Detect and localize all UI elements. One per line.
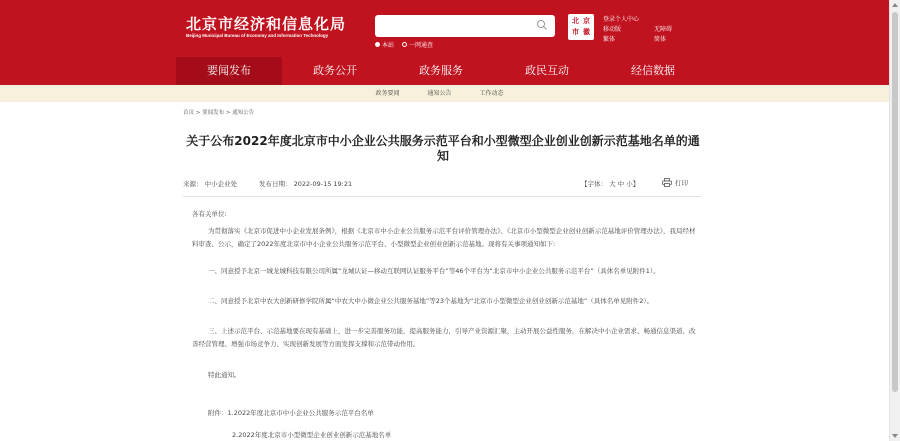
search-scope (375, 40, 433, 49)
meta-divider (183, 196, 701, 197)
scope-all-label: 一网通查 (409, 42, 434, 49)
attachment-link-1[interactable]: 附件：1.2022年度北京市中小企业公共服务示范平台名单 (208, 409, 374, 417)
site-header (0, 0, 889, 57)
accessibility-link[interactable]: 无障碍 (654, 26, 673, 33)
header-links-right (654, 25, 672, 45)
emblem-char: 徽 (583, 28, 590, 36)
traditional-chinese-link[interactable]: 繁体 (603, 36, 616, 43)
site-logo-subtitle: Beijing Municipal Bureau of Economy and Information Technology (186, 33, 329, 38)
font-size-switcher[interactable]: 【字体： 大 中 小】 (581, 180, 640, 188)
page-title: 关于公布2022年度北京市中小企业公共服务示范平台和小型微型企业创业创新示范基地名单的通知 (186, 134, 700, 163)
nav-item-news[interactable]: 要闻发布 (176, 57, 282, 85)
subnav-item-notices[interactable]: 通知公告 (427, 90, 452, 97)
search-icon[interactable] (536, 19, 548, 31)
salutation: 各有关单位: (192, 210, 227, 218)
sub-nav (0, 85, 889, 102)
radio-unselected-icon (402, 42, 407, 47)
paragraph-requirements: 三、上述示范平台、示范基地要在现有基础上，进一步完善服务功能，提高服务能力，引导产业资源汇聚，主动开展公益性服务，在解决中小企业需求、畅通信息渠道、改善经营管理、增强市场竞争力、实现创新发展等方面发挥支撑和示范带动作用。 (192, 327, 696, 348)
emblem-char: 京 (583, 17, 590, 25)
subnav-item-work-updates[interactable]: 工作动态 (479, 90, 504, 97)
simplified-chinese-link[interactable]: 简体 (654, 36, 667, 43)
scope-site-radio[interactable] (375, 40, 394, 49)
print-button[interactable] (662, 178, 688, 187)
breadcrumb[interactable]: 首页 > 要闻发布 > 通知公告 (183, 110, 255, 116)
article-source: 来源： 中小企业处 (183, 180, 238, 188)
search-input[interactable] (375, 15, 555, 37)
scroll-down-arrow-icon[interactable] (892, 434, 898, 438)
emblem-logo[interactable] (568, 14, 594, 40)
printer-icon (662, 178, 672, 187)
nav-item-interaction[interactable]: 政民互动 (525, 64, 569, 77)
main-nav (0, 57, 889, 85)
vertical-scrollbar[interactable] (889, 0, 900, 441)
paragraph-closing: 特此通知。 (208, 371, 241, 379)
header-links-left (603, 15, 639, 45)
paragraph-intro: 为贯彻落实《北京市促进中小企业发展条例》，根据《北京市中小企业公共服务示范平台评价管理办法》、《北京市小型微型企业创业创新示范基地评价管理办法》，我局经材料审查、公示，确定了2022年度北京市中小企业公共服务示范平台、小型微型企业创业创新示范基地。现将有关事项通知如下: (192, 227, 696, 248)
nav-item-gov-services[interactable]: 政务服务 (419, 64, 463, 77)
paragraph-bases: 二、同意授予北京中农大创新研修学院所属“中农大中小微企业公共服务基地”等23个基地为“北京市小型微型企业创业创新示范基地”（具体名单见附件2）。 (208, 297, 654, 305)
login-link[interactable]: 登录个人中心 (603, 16, 640, 23)
article-date: 发布日期： 2022-09-15 19:21 (259, 180, 353, 188)
scroll-up-arrow-icon[interactable] (892, 3, 898, 7)
emblem-char: 市 (572, 28, 579, 36)
paragraph-platforms: 一、同意授予北京一城龙城科技有限公司所属“龙城认证—移动互联网认证服务平台”等46个平台为“北京市中小企业公共服务示范平台”（具体名单见附件1）。 (208, 267, 660, 275)
print-label: 打印 (675, 179, 688, 187)
article-meta (183, 179, 701, 193)
nav-item-gov-affairs[interactable]: 政务公开 (313, 64, 357, 77)
emblem-char: 北 (572, 17, 579, 25)
attachment-link-2[interactable]: 2.2022年度北京市小型微型企业创业创新示范基地名单 (232, 431, 392, 439)
site-logo-title[interactable]: 北京市经济和信息化局 (186, 15, 347, 33)
scope-all-radio[interactable] (402, 40, 433, 49)
subnav-item-gov-news[interactable]: 政务要闻 (375, 90, 400, 97)
nav-item-data[interactable]: 经信数据 (631, 64, 675, 77)
scope-site-label: 本站 (382, 42, 395, 49)
radio-selected-icon (375, 42, 380, 47)
scrollbar-thumb[interactable] (892, 12, 898, 392)
mobile-version-link[interactable]: 移动版 (603, 26, 622, 33)
